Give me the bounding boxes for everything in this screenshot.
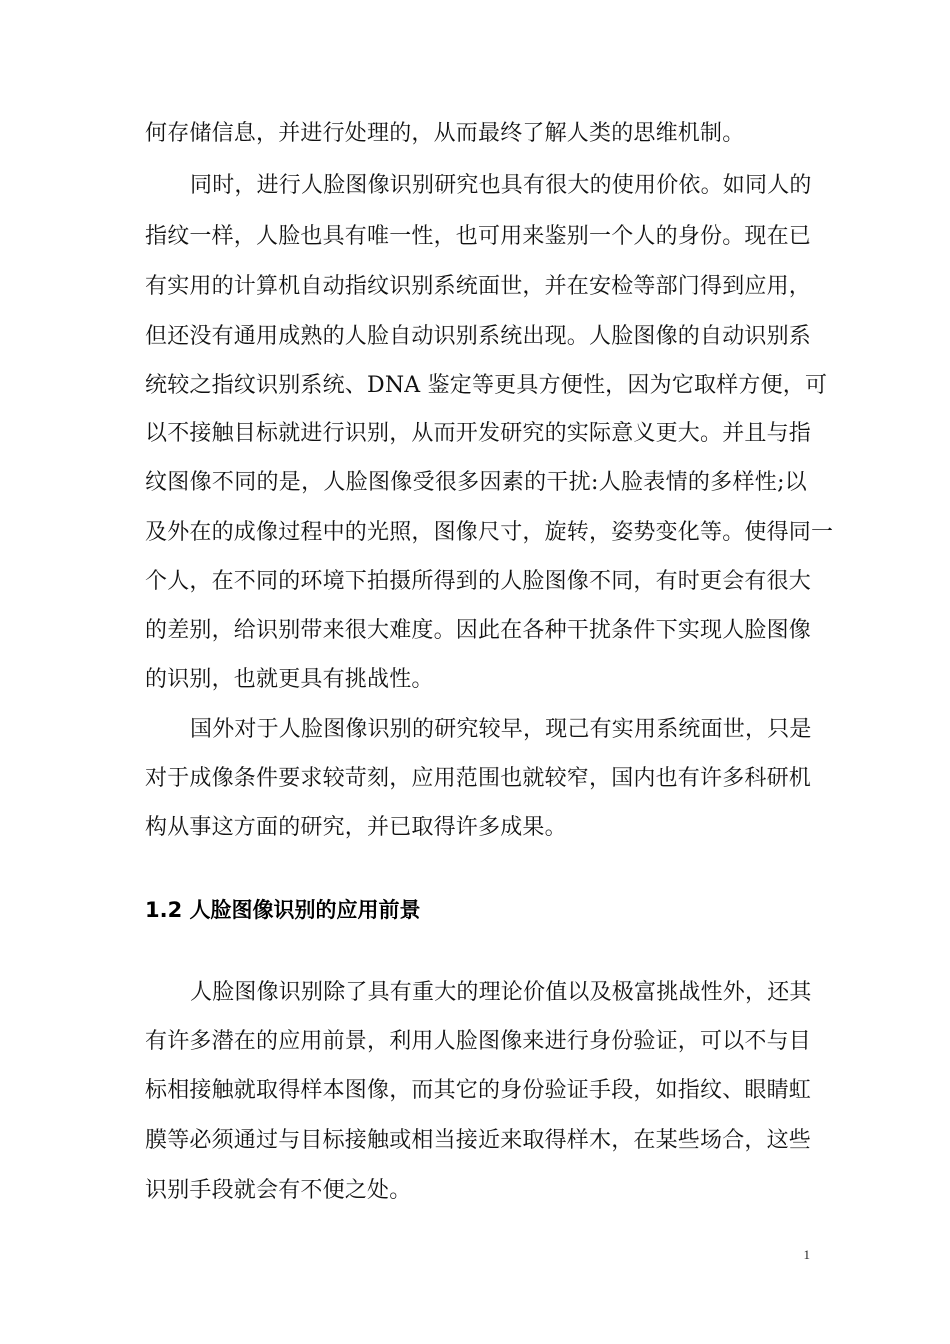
paragraph-line: 以不接触目标就进行识别，从而开发研究的实际意义更大。并且与指 <box>145 421 812 446</box>
paragraph-line: 人脸图像识别除了具有重大的理论价值以及极富挑战性外，还其 <box>190 980 812 1005</box>
paragraph-line: 有许多潜在的应用前景，利用人脸图像来进行身份验证，可以不与目 <box>145 1029 812 1054</box>
paragraph-line: 标相接触就取得样本图像，而其它的身份验证手段，如指纹、眼睛虹 <box>145 1078 812 1103</box>
paragraph-line: 个人，在不同的环境下拍摄所得到的人脸图像不同，有时更会有很大 <box>145 569 812 594</box>
paragraph-line: 纹图像不同的是，人脸图像受很多因素的干扰:人脸表情的多样性;以 <box>145 470 807 495</box>
paragraph-line: 统较之指纹识别系统、DNA 鉴定等更具方便性，因为它取样方便，可 <box>145 373 828 398</box>
paragraph-line: 构从事这方面的研究，并已取得许多成果。 <box>145 815 567 840</box>
page-number: 1 <box>803 1247 810 1262</box>
paragraph-line: 膜等必须通过与目标接触或相当接近来取得样木，在某些场合，这些 <box>145 1128 812 1153</box>
paragraph-line: 指纹一样，人脸也具有唯一性，也可用来鉴别一个人的身份。现在已 <box>145 224 812 249</box>
paragraph-line: 的差别，给识别带来很大难度。因此在各种干扰条件下实现人脸图像 <box>145 618 812 643</box>
paragraph-line: 国外对于人脸图像识别的研究较早，现己有实用系统面世，只是 <box>190 717 812 742</box>
paragraph-line: 的识别，也就更具有挑战性。 <box>145 667 434 692</box>
paragraph-line: 有实用的计算机自动指纹识别系统面世，并在安检等部门得到应用， <box>145 274 812 299</box>
paragraph-line: 同时，进行人脸图像识别研究也具有很大的使用价依。如同人的 <box>190 173 812 198</box>
paragraph-line: 对于成像条件要求较苛刻，应用范围也就较窄，国内也有许多科研机 <box>145 766 812 791</box>
paragraph-line: 但还没有通用成熟的人脸自动识别系统出现。人脸图像的自动识别系 <box>145 324 812 349</box>
paragraph-line: 及外在的成像过程中的光照，图像尺寸，旋转，姿势变化等。使得同一 <box>145 520 834 545</box>
paragraph-line: 何存储信息，并进行处理的，从而最终了解人类的思维机制。 <box>145 121 745 146</box>
section-heading: 1.2 人脸图像识别的应用前景 <box>145 898 421 922</box>
paragraph-line: 识别手段就会有不便之处。 <box>145 1178 412 1203</box>
